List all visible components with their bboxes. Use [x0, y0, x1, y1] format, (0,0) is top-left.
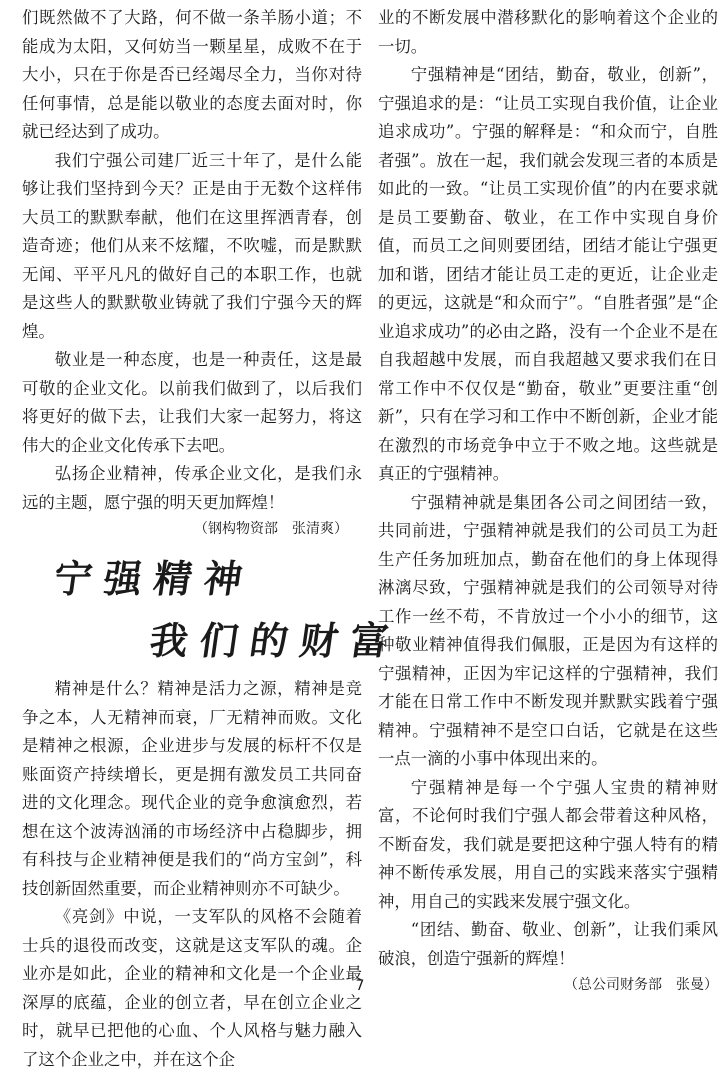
paragraph-slogan: “团结、勤奋、敬业、创新”，让我们乘风破浪，创造宁强新的辉煌！: [378, 920, 718, 968]
paragraph-company-history: 我们宁强公司建厂近三十年了，是什么能够让我们坚持到今天？正是由于无数个这样伟大员工的默默奉献，他们在这里挥洒青春，创造奇迹；他们从来不炫耀，不吹嘘，而是默默无闻、平平凡凡的做好自己的本职工作，也就是这些人的默默敬业铸就了我们宁强今天的辉煌。: [22, 150, 362, 341]
paragraph-liangjian: 《亮剑》中说，一支军队的风格不会随着士兵的退役而改变，这就是这支军队的魂。企业亦是如此，企业的精神和文化是一个企业最深厚的底蕴，企业的创立者，早在创立企业之时，就早已把他的心血、个人风格与魅力融入了这个企业之中，并在这个企: [22, 907, 362, 1069]
paragraph-spirit-definition: 宁强精神是“团结，勤奋，敬业，创新”，宁强追求的是：“让员工实现自我价值，让企业追求成功”。宁强的解释是：“和众而宁，自胜者强”。放在一起，我们就会发现三者的本质是如此的一致。“让员工实现价值”的内在要求就是员工要勤奋、敬业，在工作中实现自身价值，而员工之间则要团结，团结才能让宁强更加和谐，团结才能让员工走的更近，让企业走的更远，这就是“和众而宁”。“自胜者强”是“企业追求成功”的必由之路，没有一个企业不是在自我超越中发展，而自我超越又要求我们在日常工作中不仅仅是“勤奋，敬业”更要注重“创新”，只有在学习和工作中不断创新，企业才能在激烈的市场竞争中立于不败之地。这些就是真正的宁强精神。: [378, 65, 718, 483]
left-column: [22, 4, 404, 1074]
article-2-headline-line-2: 我们的财富: [146, 619, 404, 663]
paragraph-spirit-examples: 宁强精神就是集团各公司之间团结一致，共同前进，宁强精神就是我们的公司员工为赶生产任务加班加点，勤奋在他们的身上体现得淋漓尽致，宁强精神就是我们的公司领导对待工作一丝不苟，不肯放过一个小小的细节，这种敬业精神值得我们佩服，正是因为有这样的宁强精神，正因为牢记这样的宁强精神，我们才能在日常工作中不断发现并默默实践着宁强精神。宁强精神不是空口白话，它就是在这些一点一滴的小事中体现出来的。: [378, 492, 718, 768]
article-2-headline-line-1: 宁强精神: [50, 557, 258, 601]
intro-paragraph-tail: 们既然做不了大路，何不做一条羊肠小道；不能成为太阳，又何妨当一颗星星，成败不在于大小，只在于你是否已经竭尽全力，当你对待任何事情，总是能以敬业的态度去面对时，你就已经达到了成功。: [22, 8, 362, 141]
paragraph-dedication: 敬业是一种态度，也是一种责任，这是最可敬的企业文化。以前我们做到了，以后我们将更好的做下去，让我们大家一起努力，将这伟大的企业文化传承下去吧。: [22, 350, 362, 455]
paragraph-closing: 弘扬企业精神，传承企业文化，是我们永远的主题，愿宁强的明天更加辉煌！: [22, 464, 362, 512]
paragraph-what-is-spirit: 精神是什么？精神是活力之源，精神是竞争之本，人无精神而衰，厂无精神而败。文化是精神之根源，企业进步与发展的标杆不仅是账面资产持续增长，更是拥有激发员工共同奋进的文化理念。现代企业的竞争愈演愈烈，若想在这个波涛汹涌的市场经济中占稳脚步，拥有科技与企业精神便是我们的“尚方宝剑”，科技创新固然重要，而企业精神则亦不可缺少。: [22, 679, 362, 898]
paragraph-spirit-wealth: 宁强精神是每一个宁强人宝贵的精神财富，不论何时我们宁强人都会带着这种风格，不断奋发，我们就是要把这种宁强人特有的精神不断传承发展，用自己的实践来落实宁强精神，用自己的实践来发展宁强文化。: [378, 777, 718, 911]
article-2-signature: （总公司财务部 张曼）: [564, 977, 718, 993]
article-1-signature: （钢构物资部 张清爽）: [194, 521, 348, 537]
paragraph-liangjian-continued: 业的不断发展中潜移默化的影响着这个企业的一切。: [378, 8, 718, 56]
right-column: [378, 4, 718, 997]
page-number: 7: [355, 978, 365, 994]
